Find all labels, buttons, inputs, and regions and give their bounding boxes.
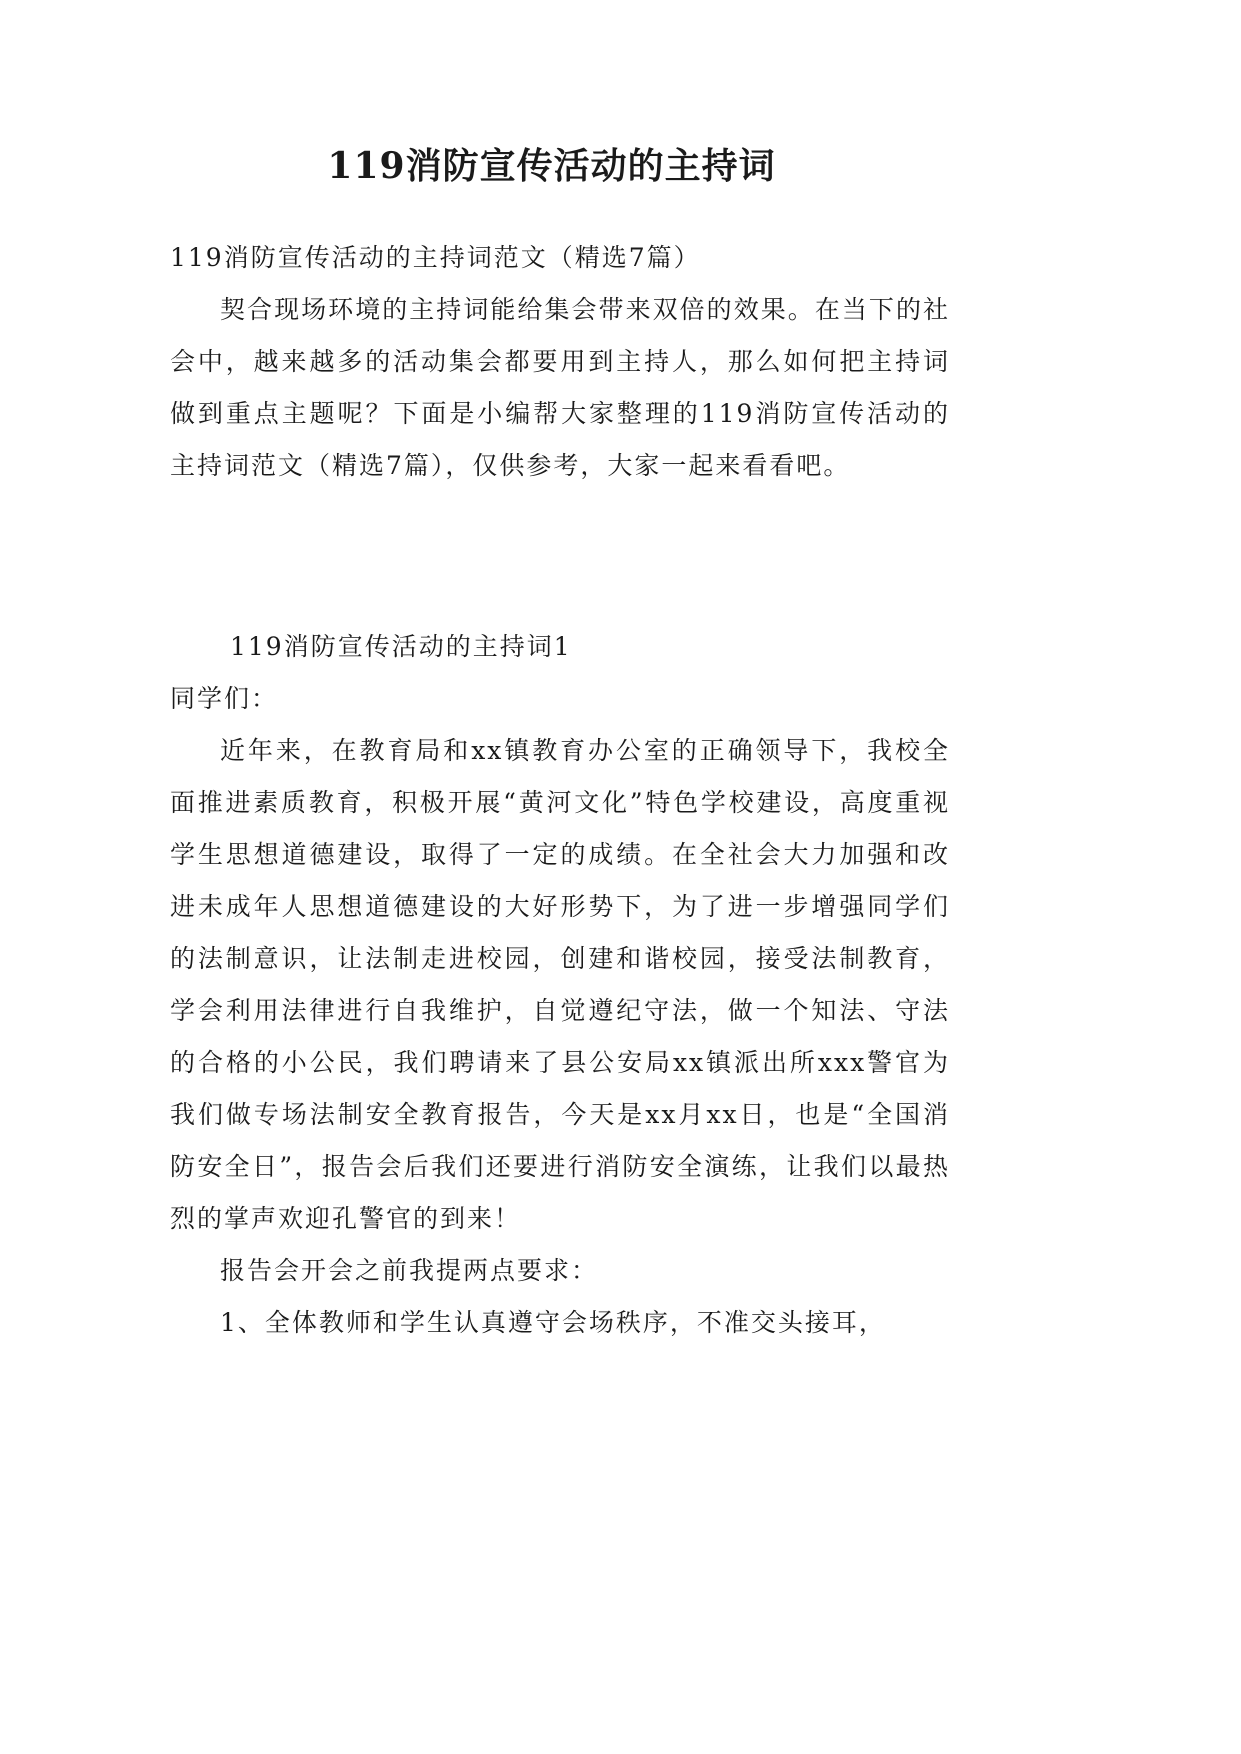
body-paragraph: 报告会开会之前我提两点要求： xyxy=(220,1256,599,1285)
body-paragraph: 近年来，在教育局和xx镇教育办公室的正确领导下，我校全面推进素质教育，积极开展“黄河文化”特色学校建设，高度重视学生思想道德建设，取得了一定的成绩。在全社会大力加强和改进未成年人思想道德建设的大好形势下，为了进一步增强同学们的法制意识，让法制走进校园，创建和谐校园，接受法制教育，学会利用法律进行自我维护，自觉遵纪守法，做一个知法、守法的合格的小公民，我们聘请来了县公安局xx镇派出所xxx警官为我们做专场法制安全教育报告，今天是xx月xx日，也是“全国消防安全日”，报告会后我们还要进行消防安全演练，让我们以最热烈的掌声欢迎孔警官的到来！ xyxy=(170,736,950,1233)
section-block xyxy=(170,621,950,1349)
intro-block xyxy=(170,232,950,492)
intro-paragraph: 契合现场环境的主持词能给集会带来双倍的效果。在当下的社会中，越来越多的活动集会都要用到主持人，那么如何把主持词做到重点主题呢？下面是小编帮大家整理的119消防宣传活动的主持词范文（精选7篇），仅供参考，大家一起来看看吧。 xyxy=(170,295,950,480)
document-subtitle: 119消防宣传活动的主持词范文（精选7篇） xyxy=(170,243,701,272)
document-title: 119消防宣传活动的主持词 xyxy=(327,145,776,187)
section-heading: 119消防宣传活动的主持词1 xyxy=(230,632,572,661)
body-paragraph: 1、全体教师和学生认真遵守会场秩序，不准交头接耳， xyxy=(220,1308,886,1337)
greeting: 同学们： xyxy=(170,684,279,713)
